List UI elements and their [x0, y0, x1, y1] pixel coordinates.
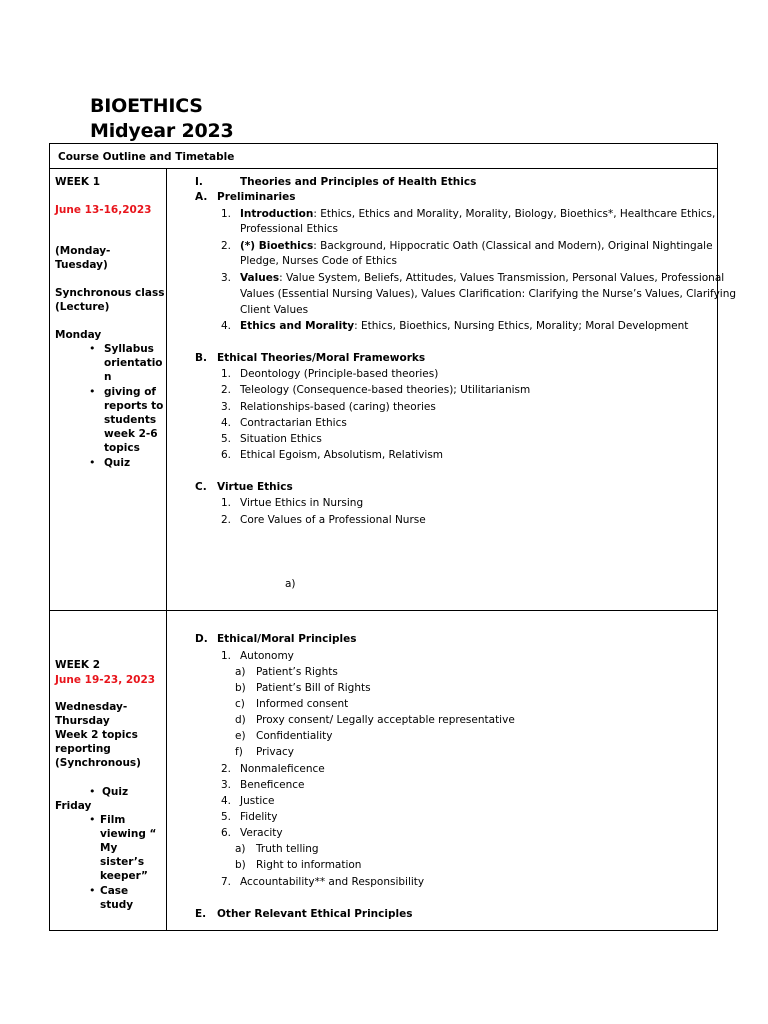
c-item-num: 2. — [221, 514, 232, 526]
b-item: Situation Ethics — [240, 433, 322, 445]
section-1-num: I. — [195, 176, 203, 188]
a-item-1-line2: Professional Ethics — [240, 223, 339, 235]
week2-film-3: My — [100, 842, 118, 854]
d-item-1: Autonomy — [240, 650, 294, 662]
section-b-label: B. — [195, 352, 207, 364]
a-item-4-bold: Ethics and Morality — [240, 320, 355, 332]
week2-film-4: sister’s — [100, 856, 145, 868]
autonomy-letter: b) — [235, 682, 246, 694]
week2-line-5: (Synchronous) — [55, 757, 141, 769]
b-item: Contractarian Ethics — [240, 417, 347, 429]
a-item-4 — [240, 319, 688, 333]
a-item-2-line2: Pledge, Nurses Code of Ethics — [240, 255, 397, 267]
autonomy-item: Proxy consent/ Legally acceptable representative — [256, 714, 515, 726]
section-d-title: Ethical/Moral Principles — [217, 633, 357, 645]
d-item-5-num: 5. — [221, 811, 232, 823]
d-item-5: Fidelity — [240, 811, 278, 823]
autonomy-letter: a) — [235, 666, 246, 678]
autonomy-letter: e) — [235, 730, 246, 742]
week2-line-3: Week 2 topics — [55, 729, 138, 741]
c-item: Virtue Ethics in Nursing — [240, 497, 364, 509]
d-item-4: Justice — [240, 795, 275, 807]
d-item-2: Nonmaleficence — [240, 763, 325, 775]
a-item-2-bold: (*) Bioethics — [240, 240, 314, 252]
week1-b2-l4: week 2-6 — [104, 428, 158, 440]
b-item: Relationships-based (caring) theories — [240, 401, 436, 413]
week1-b2-l2: reports to — [104, 400, 164, 412]
a-item-2-rest: : Background, Hippocratic Oath (Classical and Modern), Original Nightingale — [313, 240, 713, 252]
week1-b2-l1: giving of — [104, 386, 156, 398]
week1-b1-l2: orientatio — [104, 357, 163, 369]
d-item-3: Beneficence — [240, 779, 305, 791]
a-item-3 — [240, 271, 724, 285]
d-item-6-num: 6. — [221, 827, 232, 839]
autonomy-letter: c) — [235, 698, 245, 710]
a-item-2-num: 2. — [221, 240, 232, 252]
week2-line-4: reporting — [55, 743, 111, 755]
week2-label: WEEK 2 — [55, 659, 101, 671]
d-item-6: Veracity — [240, 827, 283, 839]
week2-quiz: Quiz — [102, 786, 129, 798]
week2-film-2: viewing “ — [100, 828, 157, 840]
section-b-title: Ethical Theories/Moral Frameworks — [217, 352, 426, 364]
week2-case-1: Case — [100, 885, 129, 897]
bullet-icon: • — [89, 813, 96, 826]
a-item-3-bold: Values — [240, 272, 280, 284]
week2-dates: June 19-23, 2023 — [55, 674, 156, 686]
week1-mode-1: Synchronous class — [55, 287, 165, 299]
week2-film-5: keeper” — [100, 870, 148, 882]
section-c-title: Virtue Ethics — [217, 481, 293, 493]
b-item: Teleology (Consequence-based theories); Utilitarianism — [240, 384, 531, 396]
bullet-icon: • — [89, 456, 96, 469]
autonomy-item: Confidentiality — [256, 730, 333, 742]
title-line-1: BIOETHICS — [90, 95, 203, 117]
week1-days-2: Tuesday) — [55, 259, 108, 271]
week2-line-1: Wednesday- — [55, 701, 128, 713]
week2-line-2: Thursday — [55, 715, 110, 727]
autonomy-item: Informed consent — [256, 698, 349, 710]
autonomy-item: Patient’s Rights — [256, 666, 338, 678]
autonomy-letter: f) — [235, 746, 243, 758]
a-item-1-bold: Introduction — [240, 208, 314, 220]
a-item-3-rest: : Value System, Beliefs, Attitudes, Values Transmission, Personal Values, Professional — [279, 272, 725, 284]
d-item-2-num: 2. — [221, 763, 232, 775]
a-item-1-num: 1. — [221, 208, 232, 220]
b-item-num: 1. — [221, 368, 232, 380]
b-item-num: 5. — [221, 433, 232, 445]
week1-b2-l3: students — [104, 414, 157, 426]
b-item: Deontology (Principle-based theories) — [240, 368, 439, 380]
autonomy-letter: d) — [235, 714, 246, 726]
week1-b2-l5: topics — [104, 442, 140, 454]
section-1-title: Theories and Principles of Health Ethics — [240, 176, 477, 188]
section-e-label: E. — [195, 908, 207, 920]
b-item-num: 6. — [221, 449, 232, 461]
a-item-3-line2: Values (Essential Nursing Values), Values Clarification: Clarifying the Nurse’s Values, Clarifying — [240, 288, 737, 300]
week2-case-2: study — [100, 899, 134, 911]
c-item-num: 1. — [221, 497, 232, 509]
b-item-num: 3. — [221, 401, 232, 413]
a-item-3-line3: Client Values — [240, 304, 309, 316]
stray-label: a) — [285, 578, 296, 590]
week2-film-1: Film — [100, 814, 126, 826]
week1-dates: June 13-16,2023 — [55, 204, 152, 216]
bullet-icon: • — [89, 884, 96, 897]
bullet-icon: • — [89, 385, 96, 398]
veracity-letter: b) — [235, 859, 246, 871]
column-divider — [166, 168, 167, 930]
section-d-label: D. — [195, 633, 208, 645]
section-a-label: A. — [195, 191, 208, 203]
veracity-letter: a) — [235, 843, 246, 855]
week1-day: Monday — [55, 329, 102, 341]
autonomy-item: Privacy — [256, 746, 295, 758]
b-item-num: 4. — [221, 417, 232, 429]
week1-b3-l1: Quiz — [104, 457, 131, 469]
section-c-label: C. — [195, 481, 207, 493]
a-item-4-num: 4. — [221, 320, 232, 332]
d-item-1-num: 1. — [221, 650, 232, 662]
week2-friday: Friday — [55, 800, 92, 812]
b-item: Ethical Egoism, Absolutism, Relativism — [240, 449, 444, 461]
section-a-title: Preliminaries — [217, 191, 296, 203]
autonomy-item: Patient’s Bill of Rights — [256, 682, 371, 694]
title-line-2: Midyear 2023 — [90, 120, 234, 142]
bullet-icon: • — [89, 785, 96, 798]
d-item-3-num: 3. — [221, 779, 232, 791]
a-item-1-rest: : Ethics, Ethics and Morality, Morality, Biology, Bioethics*, Healthcare Ethics, — [313, 208, 716, 220]
b-item-num: 2. — [221, 384, 232, 396]
section-e-title: Other Relevant Ethical Principles — [217, 908, 413, 920]
a-item-3-num: 3. — [221, 272, 232, 284]
a-item-1 — [240, 207, 715, 221]
table-header: Course Outline and Timetable — [58, 151, 235, 163]
veracity-item: Right to information — [256, 859, 362, 871]
week1-mode-2: (Lecture) — [55, 301, 110, 313]
week-row-divider — [49, 610, 718, 611]
week1-days-1: (Monday- — [55, 245, 111, 257]
a-item-4-rest: : Ethics, Bioethics, Nursing Ethics, Morality; Moral Development — [354, 320, 689, 332]
d-item-7: Accountability** and Responsibility — [240, 876, 425, 888]
week1-b1-l3: n — [104, 371, 112, 383]
d-item-7-num: 7. — [221, 876, 232, 888]
header-row-divider — [49, 168, 718, 169]
veracity-item: Truth telling — [256, 843, 319, 855]
bullet-icon: • — [89, 342, 96, 355]
a-item-2 — [240, 239, 713, 253]
d-item-4-num: 4. — [221, 795, 232, 807]
c-item: Core Values of a Professional Nurse — [240, 514, 426, 526]
document-title — [90, 94, 234, 144]
week1-b1-l1: Syllabus — [104, 343, 154, 355]
week1-label: WEEK 1 — [55, 176, 101, 188]
